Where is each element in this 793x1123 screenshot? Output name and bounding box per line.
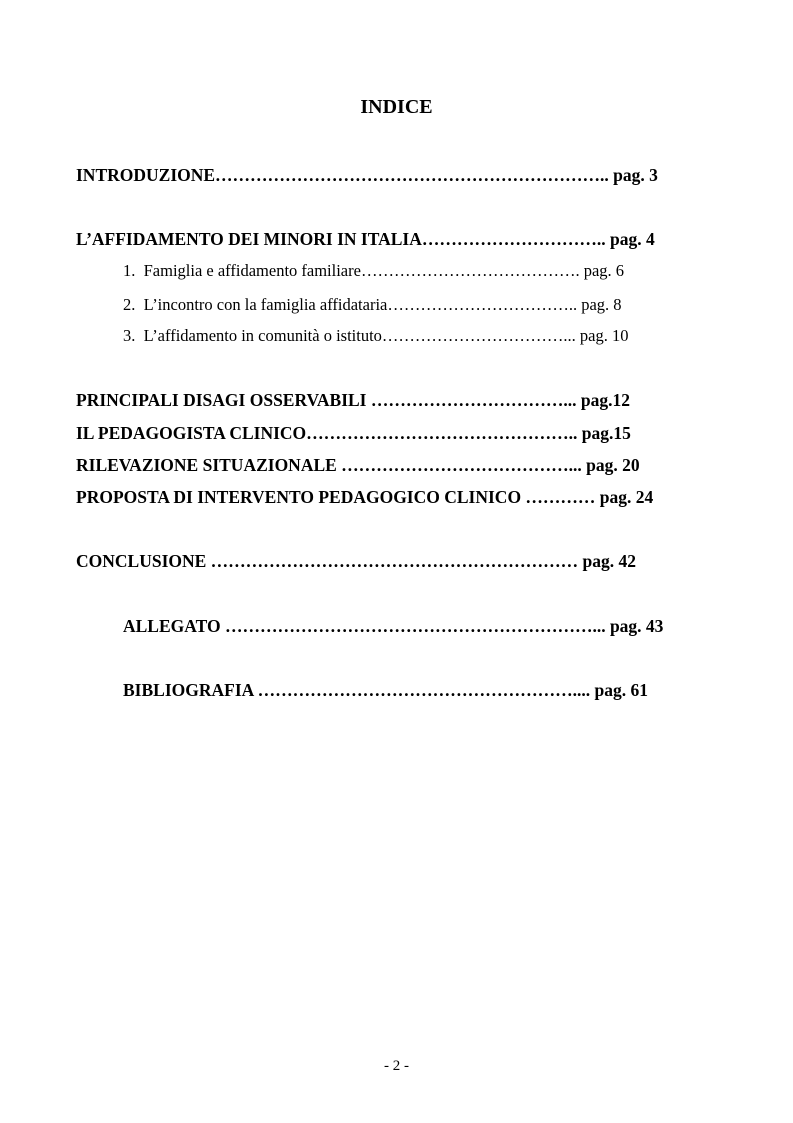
toc-entry-disagi[interactable]: PRINCIPALI DISAGI OSSERVABILI ……………………………... pag.12 (76, 390, 630, 410)
toc-subentry-comunita[interactable]: 3. L’affidamento in comunità o istituto……………………………... pag. 10 (123, 326, 629, 345)
toc-subentry-famiglia[interactable]: 1. Famiglia e affidamento familiare…………………………………. pag. 6 (123, 261, 625, 280)
toc-entry-affidamento[interactable]: L’AFFIDAMENTO DEI MINORI IN ITALIA………………………….. pag. 4 (76, 229, 655, 249)
toc-entry-bibliografia[interactable]: BIBLIOGRAFIA ……………………………………………….... pag. 61 (123, 680, 649, 700)
toc-entry-rilevazione[interactable]: RILEVAZIONE SITUAZIONALE …………………………………... pag. 20 (76, 455, 640, 475)
page-title: INDICE (360, 96, 433, 118)
toc-entry-conclusione[interactable]: CONCLUSIONE ……………………………………………………… pag. 42 (76, 551, 637, 571)
toc-entry-allegato[interactable]: ALLEGATO ………………………………………………………... pag. 43 (123, 616, 664, 636)
toc-subentry-incontro[interactable]: 2. L’incontro con la famiglia affidataria…………………………….. pag. 8 (123, 295, 622, 314)
toc-entry-introduzione[interactable]: INTRODUZIONE………………………………………………………….. pag. 3 (76, 165, 658, 185)
toc-entry-proposta[interactable]: PROPOSTA DI INTERVENTO PEDAGOGICO CLINICO ………… pag. 24 (76, 487, 654, 507)
toc-entry-pedagogista[interactable]: IL PEDAGOGISTA CLINICO……………………………………….. pag.15 (76, 423, 631, 443)
page-number: - 2 - (384, 1058, 409, 1074)
